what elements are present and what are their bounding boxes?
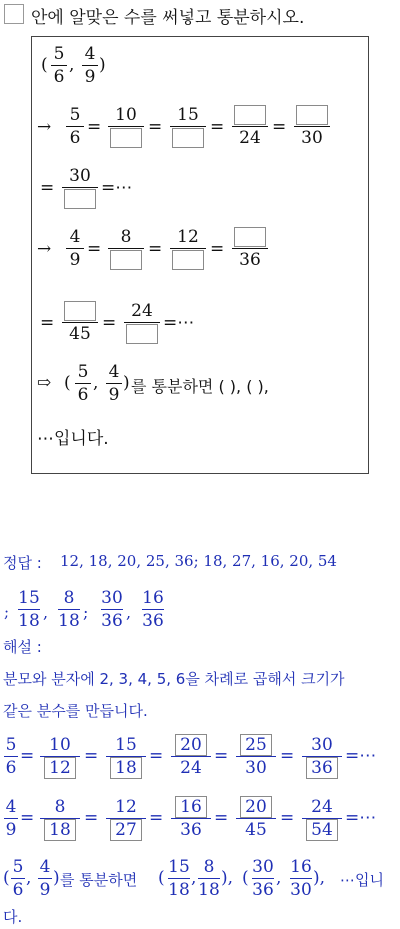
line1-frac-10: 10 <box>108 104 144 149</box>
answer-label: 정답 : <box>3 554 42 572</box>
blank-box[interactable] <box>172 128 204 148</box>
pair-comma: , <box>69 55 75 75</box>
blank-box[interactable] <box>234 227 266 247</box>
instruction-text: 안에 알맞은 수를 써넣고 통분하시오. <box>31 8 305 28</box>
line1-frac-15: 15 <box>170 104 206 149</box>
line1-frac-24: 24 <box>232 104 268 149</box>
paren-close: ) <box>99 55 106 75</box>
line2-frac-30: 30 <box>62 165 98 210</box>
instruction-blank-square <box>4 4 24 24</box>
answer-values: 12, 18, 20, 25, 36; 18, 27, 16, 20, 54 <box>60 552 337 570</box>
paren-open: ( <box>41 55 48 75</box>
blank-box[interactable] <box>110 250 142 270</box>
blank-box[interactable] <box>64 301 96 321</box>
result-frac-4-9: 4 9 <box>106 361 122 406</box>
answer-frac-30-36: 30 36 <box>101 588 123 631</box>
line3-frac-8: 8 <box>108 226 144 271</box>
blank-box[interactable] <box>126 324 158 344</box>
line3-frac-36: 36 <box>232 226 268 271</box>
blank-box[interactable] <box>64 189 96 209</box>
pair-frac-5-6: 5 6 <box>51 43 67 88</box>
answer-frac-16-36: 16 36 <box>142 588 164 631</box>
blank-box[interactable] <box>296 105 328 125</box>
blank-box[interactable] <box>110 128 142 148</box>
pair-frac-4-9: 4 9 <box>82 43 98 88</box>
result-frac-5-6: 5 6 <box>75 361 91 406</box>
explanation-text1: 분모와 분자에 2, 3, 4, 5, 6을 차례로 곱해서 크기가 <box>3 670 345 688</box>
line1-frac-30: 30 <box>294 104 330 149</box>
line3-frac-12: 12 <box>170 226 206 271</box>
line1-frac-5-6: 5 6 <box>66 104 84 149</box>
ending-text: ⋯입니다. <box>37 429 109 449</box>
explanation-label: 해설 : <box>3 638 42 656</box>
line4-frac-24: 24 <box>124 300 160 345</box>
blank-box[interactable] <box>234 105 266 125</box>
blank-box[interactable] <box>172 250 204 270</box>
line3-frac-4-9: 4 9 <box>66 226 84 271</box>
arrow-line3: → <box>37 239 52 259</box>
double-arrow-icon: ⇨ <box>37 373 52 393</box>
arrow-line1: → <box>37 117 52 137</box>
answer-frac-8-18: 8 18 <box>58 588 80 631</box>
result-text: 를 통분하면 ( ), ( ), <box>131 377 269 396</box>
line4-frac-45: 45 <box>62 300 98 345</box>
explanation-text2: 같은 분수를 만듭니다. <box>3 702 148 720</box>
answer-frac-15-18: 15 18 <box>18 588 40 631</box>
